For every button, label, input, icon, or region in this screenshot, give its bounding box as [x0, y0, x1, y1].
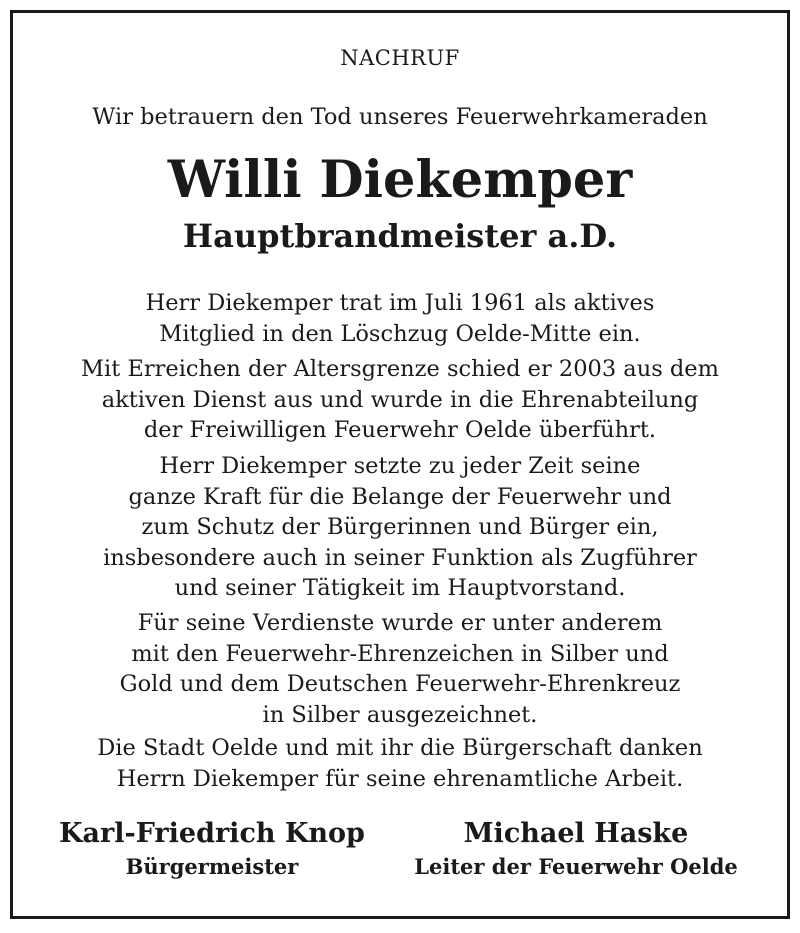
text-line: Herr Diekemper setzte zu jeder Zeit seine	[159, 453, 641, 479]
text-line: insbesondere auch in seiner Funktion als Zugführer	[103, 544, 697, 571]
deceased-name: Willi Diekemper	[167, 150, 633, 210]
text-line: Die Stadt Oelde und mit ihr die Bürgerschaft danken	[97, 735, 703, 761]
text-line: Gold und dem Deutschen Feuerwehr-Ehrenkreuz	[119, 671, 681, 697]
paragraph-awards	[0, 608, 800, 730]
signatory-fire-chief	[390, 816, 762, 882]
signatory-title: Leiter der Feuerwehr Oelde	[414, 854, 738, 879]
signatory-name: Karl-Friedrich Knop	[59, 818, 365, 849]
text-line: Für seine Verdienste wurde er unter anderem	[137, 610, 663, 636]
text-line: zum Schutz der Bürgerinnen und Bürger ein,	[141, 514, 659, 540]
text-line: Mitglied in den Löschzug Oelde-Mitte ein.	[159, 320, 641, 347]
paragraph-service	[0, 451, 800, 604]
intro-line: Wir betrauern den Tod unseres Feuerwehrkameraden	[92, 104, 708, 130]
deceased-rank: Hauptbrandmeister a.D.	[182, 217, 618, 255]
text-line: Herrn Diekemper für seine ehrenamtliche Arbeit.	[116, 765, 684, 792]
signatory-name: Michael Haske	[463, 818, 689, 849]
paragraph-retirement	[0, 354, 800, 446]
paragraph-membership	[0, 288, 800, 349]
signatory-mayor	[36, 816, 388, 882]
signatory-title: Bürgermeister	[125, 854, 299, 879]
text-line: ganze Kraft für die Belange der Feuerwehr und	[128, 483, 672, 510]
paragraph-thanks	[0, 733, 800, 794]
text-line: der Freiwilligen Feuerwehr Oelde überführt.	[143, 417, 657, 443]
text-line: aktiven Dienst aus und wurde in die Ehrenabteilung	[101, 386, 699, 413]
text-line: Herr Diekemper trat im Juli 1961 als aktives	[145, 290, 655, 316]
text-line: in Silber ausgezeichnet.	[262, 701, 538, 728]
text-line: Mit Erreichen der Altersgrenze schied er 2003 aus dem	[81, 356, 719, 382]
text-line: mit den Feuerwehr-Ehrenzeichen in Silber und	[131, 640, 669, 667]
text-line: und seiner Tätigkeit im Hauptvorstand.	[174, 575, 626, 601]
obituary-heading: NACHRUF	[340, 46, 460, 70]
